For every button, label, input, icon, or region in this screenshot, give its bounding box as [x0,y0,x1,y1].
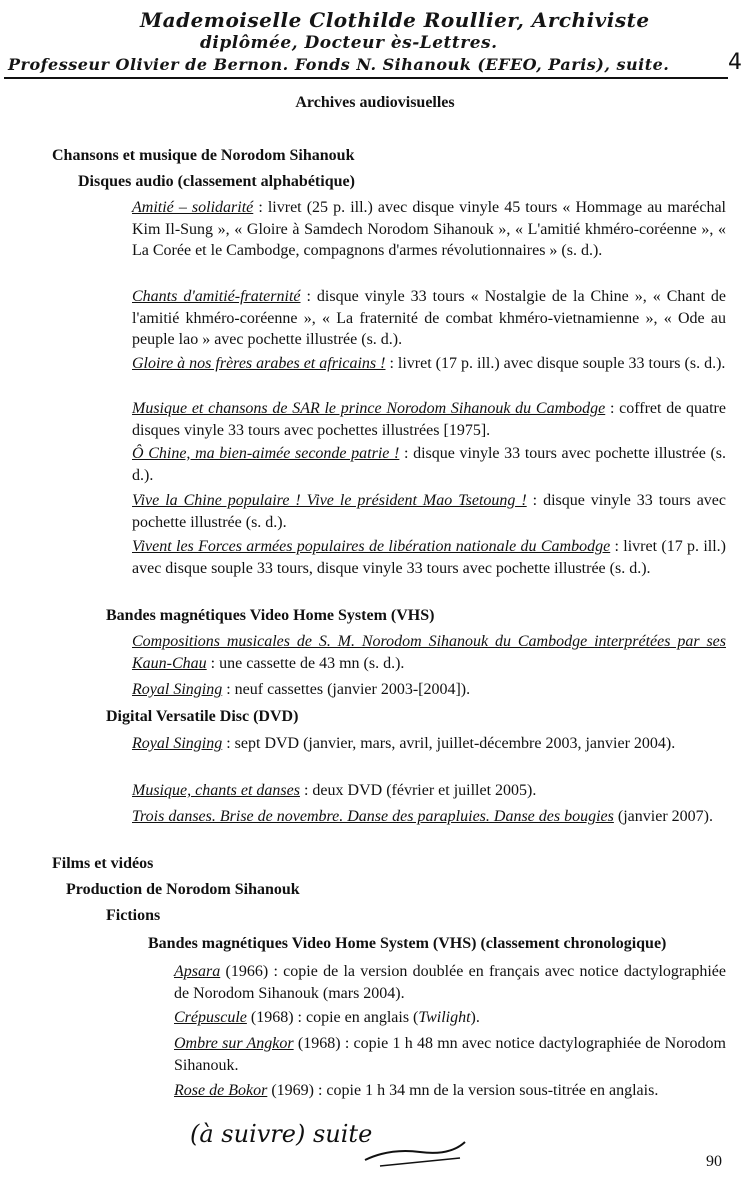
item-title: Apsara [174,963,221,980]
list-item [132,806,726,828]
list-item [174,961,726,1004]
handwritten-header-line1: Mademoiselle Clothilde Roullier, Archiviste [140,8,650,32]
item-desc: : deux DVD (février et juillet 2005). [299,782,537,799]
item-title: Ô Chine, ma bien-aimée seconde patrie ! [132,445,400,462]
list-item [132,398,726,441]
item-desc: : disque vinyle 33 tours « Nostalgie de la Chine », « Chant de l'amitié khméro-coréenne », « La fraternité de combat khméro-vietnamienne », « Ode au peuple lao » avec pochette illustrée (s. d.). [132,288,727,348]
item-title: Vive la Chine populaire ! Vive le président Mao Tsetoung ! [132,492,527,509]
item-desc-end: ). [470,1009,480,1026]
item-title: Rose de Bokor [174,1082,268,1099]
item-desc: (janvier 2007). [613,808,713,825]
page-title: Archives audiovisuelles [295,94,455,111]
item-title: Royal Singing [132,735,223,752]
list-item [132,197,726,262]
list-item [132,733,726,755]
item-title: Musique et chansons de SAR le prince Norodom Sihanouk du Cambodge [132,400,606,417]
item-desc: : livret (17 p. ill.) avec disque souple 33 tours, disque vinyle 33 tours avec pochette illustrée (s. d.). [132,538,727,577]
item-desc: : livret (25 p. ill.) avec disque vinyle 45 tours « Hommage au maréchal Kim Il-Sung », « Gloire à Samdech Norodom Sihanouk », « L'amitié khméro-coréenne », « La Corée et le Cambodge, compagnons d'armes révolutionnaires » (s. d.). [132,199,726,259]
item-desc: : livret (17 p. ill.) avec disque souple 33 tours (s. d.). [385,355,726,372]
item-title: Vivent les Forces armées populaires de libération nationale du Cambodge [132,538,611,555]
section-heading: Films et vidéos [52,855,154,872]
item-desc: (1966) : copie de la version doublée en français avec notice dactylographiée de Norodom Sihanouk (mars 2004). [174,963,726,1002]
list-item [174,1080,726,1102]
list-item [132,631,726,674]
handwritten-squiggle [360,1130,470,1170]
item-title: Ombre sur Angkor [174,1035,294,1052]
list-item [132,679,726,701]
list-item [132,536,726,579]
item-title: Amitié – solidarité [132,199,254,216]
item-desc: (1969) : copie 1 h 34 mn de la version sous-titrée en anglais. [267,1082,659,1099]
list-item [174,1033,726,1076]
item-title: Gloire à nos frères arabes et africains ! [132,355,386,372]
item-desc: : sept DVD (janvier, mars, avril, juillet-décembre 2003, janvier 2004). [222,735,676,752]
page-number: 90 [706,1153,722,1170]
subsection-heading: Fictions [106,907,161,924]
item-title: Musique, chants et danses [132,782,300,799]
subsection-heading: Bandes magnétiques Video Home System (VHS) [106,607,435,624]
list-item [132,443,726,486]
list-item [132,490,726,533]
item-desc: : neuf cassettes (janvier 2003-[2004]). [222,681,471,698]
subsection-heading: Production de Norodom Sihanouk [66,881,300,898]
subsection-heading: Digital Versatile Disc (DVD) [106,708,299,725]
list-item [174,1007,726,1029]
item-title: Compositions musicales de S. M. Norodom Sihanouk du Cambodge interprétées par ses Kaun-Chau [132,633,726,672]
item-desc: : disque vinyle 33 tours avec pochette illustrée (s. d.). [132,445,727,484]
subsection-heading: Disques audio (classement alphabétique) [78,173,355,190]
handwritten-header-line2: diplômée, Docteur ès-Lettres. [200,33,498,53]
list-item [132,780,726,802]
item-desc: : disque vinyle 33 tours avec pochette illustrée (s. d.). [132,492,726,531]
item-desc-italic: Twilight [418,1009,471,1026]
item-title: Crépuscule [174,1009,247,1026]
item-title: Chants d'amitié-fraternité [132,288,301,305]
section-heading: Chansons et musique de Norodom Sihanouk [52,147,355,164]
header-rule [4,77,728,79]
list-item [132,286,726,351]
handwritten-footer-note: (à suivre) suite [190,1120,373,1148]
item-desc: (1968) : copie en anglais ( [246,1009,419,1026]
handwritten-header-line3: Professeur Olivier de Bernon. Fonds N. Sihanouk (EFEO, Paris), suite. [8,55,670,74]
item-title: Trois danses. Brise de novembre. Danse des parapluies. Danse des bougies [132,808,614,825]
list-item [132,353,726,375]
item-desc: : une cassette de 43 mn (s. d.). [206,654,405,672]
item-desc: : coffret de quatre disques vinyle 33 tours avec pochettes illustrées [1975]. [132,400,726,439]
item-desc: (1968) : copie 1 h 48 mn avec notice dactylographiée de Norodom Sihanouk. [174,1035,726,1074]
item-title: Royal Singing [132,681,223,698]
subsection-heading: Bandes magnétiques Video Home System (VHS) (classement chronologique) [148,935,667,952]
margin-mark: 4 [728,50,742,75]
